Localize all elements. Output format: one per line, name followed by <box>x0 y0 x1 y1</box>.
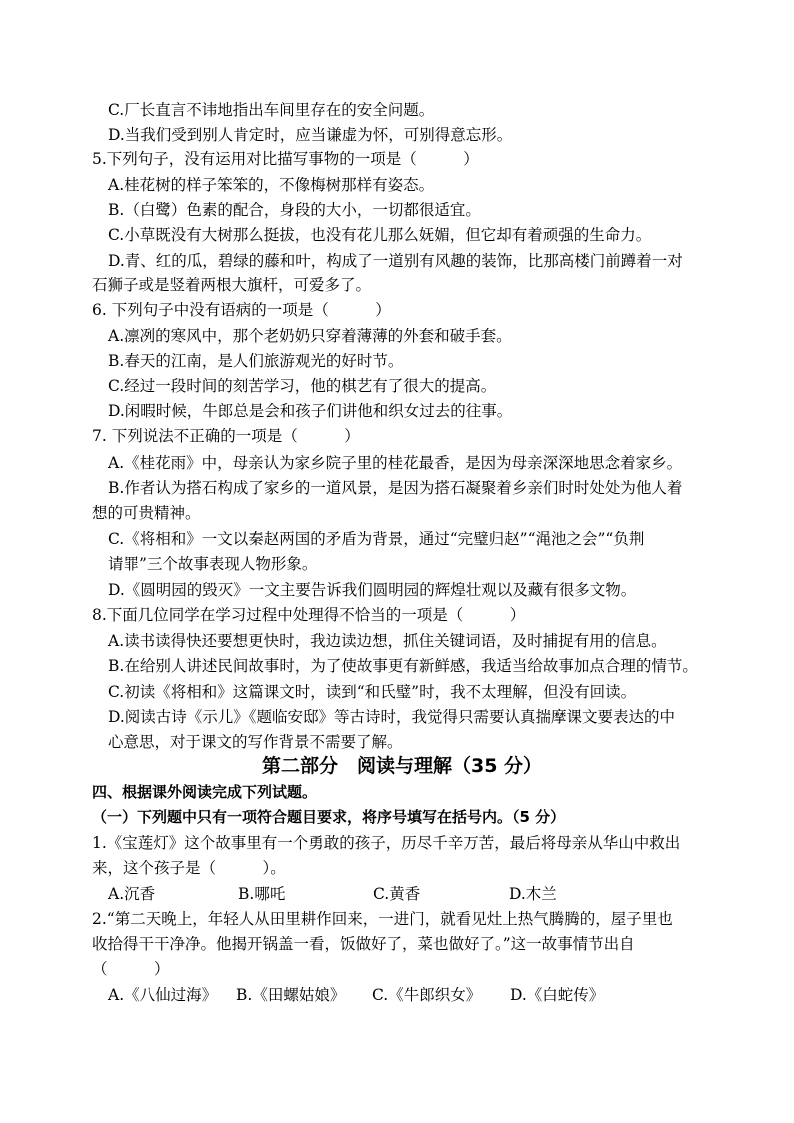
q5-option-c: C.小草既没有大树那么挺拔，也没有花儿那么妩媚，但它却有着顽强的生命力。 <box>108 226 652 244</box>
r2-stem-line3: （ ） <box>92 960 170 978</box>
q7-option-b-line2: 想的可贵精神。 <box>92 504 201 522</box>
q4-option-d: D.当我们受到别人肯定时，应当谦虚为怀，可别得意忘形。 <box>108 126 513 144</box>
q6-option-b: B.春天的江南，是人们旅游观光的好时节。 <box>108 352 404 370</box>
q7-stem: 7. 下列说法不正确的一项是（ ） <box>92 427 360 445</box>
q5-option-d-line1: D.青、红的瓜，碧绿的藤和叶，构成了一道别有风趣的装饰，比那高楼门前蹲着一对 <box>108 252 683 270</box>
r1-option-c: C.黄香 <box>373 885 421 903</box>
q8-option-d-line2: 心意思，对于课文的写作背景不需要了解。 <box>108 733 403 751</box>
q6-option-c: C.经过一段时间的刻苦学习，他的棋艺有了很大的提高。 <box>108 377 497 395</box>
q6-option-d: D.闲暇时候，牛郎总是会和孩子们讲他和织女过去的往事。 <box>108 402 513 420</box>
q4-option-c: C.厂长直言不讳地指出车间里存在的安全问题。 <box>108 101 435 119</box>
r2-options <box>108 983 604 1007</box>
q5-option-a: A.桂花树的样子笨笨的，不像梅树那样有姿态。 <box>108 176 435 194</box>
q5-option-d-line2: 石狮子或是竖着两根大旗杆，可爱多了。 <box>92 276 372 294</box>
section4-heading: 四、根据课外阅读完成下列试题。 <box>92 783 318 801</box>
r2-option-a: A.《八仙过海》 <box>108 986 218 1004</box>
q5-stem: 5.下列句子，没有运用对比描写事物的一项是（ ） <box>92 150 479 168</box>
q8-stem: 8.下面几位同学在学习过程中处理得不恰当的一项是（ ） <box>92 606 526 624</box>
subsection1-heading: （一）下列题中只有一项符合题目要求，将序号填写在括号内。（5 分） <box>92 808 566 826</box>
q7-option-d: D.《圆明园的毁灭》一文主要告诉我们圆明园的辉煌壮观以及藏有很多文物。 <box>108 581 637 599</box>
part2-title: 第二部分 阅读与理解（35 分） <box>261 755 543 777</box>
q6-stem: 6. 下列句子中没有语病的一项是（ ） <box>92 301 391 319</box>
q6-option-a: A.凛冽的寒风中，那个老奶奶只穿着薄薄的外套和破手套。 <box>108 327 512 345</box>
r1-option-d: D.木兰 <box>509 885 557 903</box>
r2-stem-line1: 2.“第二天晚上，年轻人从田里耕作回来，一进门，就看见灶上热气腾腾的，屋子里也 <box>92 910 673 928</box>
r1-options <box>108 882 557 906</box>
q8-option-b: B.在给别人讲述民间故事时，为了使故事更有新鲜感，我适当给故事加点合理的情节。 <box>108 657 698 675</box>
r1-stem-line2: 来，这个孩子是（ ）。 <box>92 859 286 877</box>
r2-stem-line2: 收拾得干干净净。他揭开锅盖一看，饭做好了，菜也做好了。”这一故事情节出自 <box>92 935 635 953</box>
r1-stem-line1: 1.《宝莲灯》这个故事里有一个勇敢的孩子，历尽千辛万苦，最后将母亲从华山中救出 <box>92 834 681 852</box>
r1-option-b: B.哪吒 <box>238 885 286 903</box>
q7-option-a: A.《桂花雨》中，母亲认为家乡院子里的桂花最香，是因为母亲深深地思念着家乡。 <box>108 454 683 472</box>
q7-option-c-line2: 请罪”三个故事表现人物形象。 <box>108 555 318 573</box>
r1-option-a: A.沉香 <box>108 885 156 903</box>
q5-option-b: B.（白鹭）色素的配合，身段的大小，一切都很适宜。 <box>108 201 481 219</box>
r2-option-d: D.《白蛇传》 <box>510 986 605 1004</box>
r2-option-b: B.《田螺姑娘》 <box>236 986 346 1004</box>
q8-option-c: C.初读《将相和》这篇课文时，读到“和氏璧”时，我不太理解，但没有回读。 <box>108 683 637 701</box>
q7-option-b-line1: B.作者认为搭石构成了家乡的一道风景，是因为搭石凝聚着乡亲们时时处处为他人着 <box>108 479 683 497</box>
q8-option-a: A.读书读得快还要想更快时，我边读边想，抓住关键词语，及时捕捉有用的信息。 <box>108 632 667 650</box>
r2-option-c: C.《牛郎织女》 <box>372 986 482 1004</box>
q7-option-c-line1: C.《将相和》一文以秦赵两国的矛盾为背景，通过“完璧归赵”“渑池之会”“负荆 <box>108 530 645 548</box>
q8-option-d-line1: D.阅读古诗《示儿》《题临安邸》等古诗时，我觉得只需要认真揣摩课文要表达的中 <box>108 708 676 726</box>
